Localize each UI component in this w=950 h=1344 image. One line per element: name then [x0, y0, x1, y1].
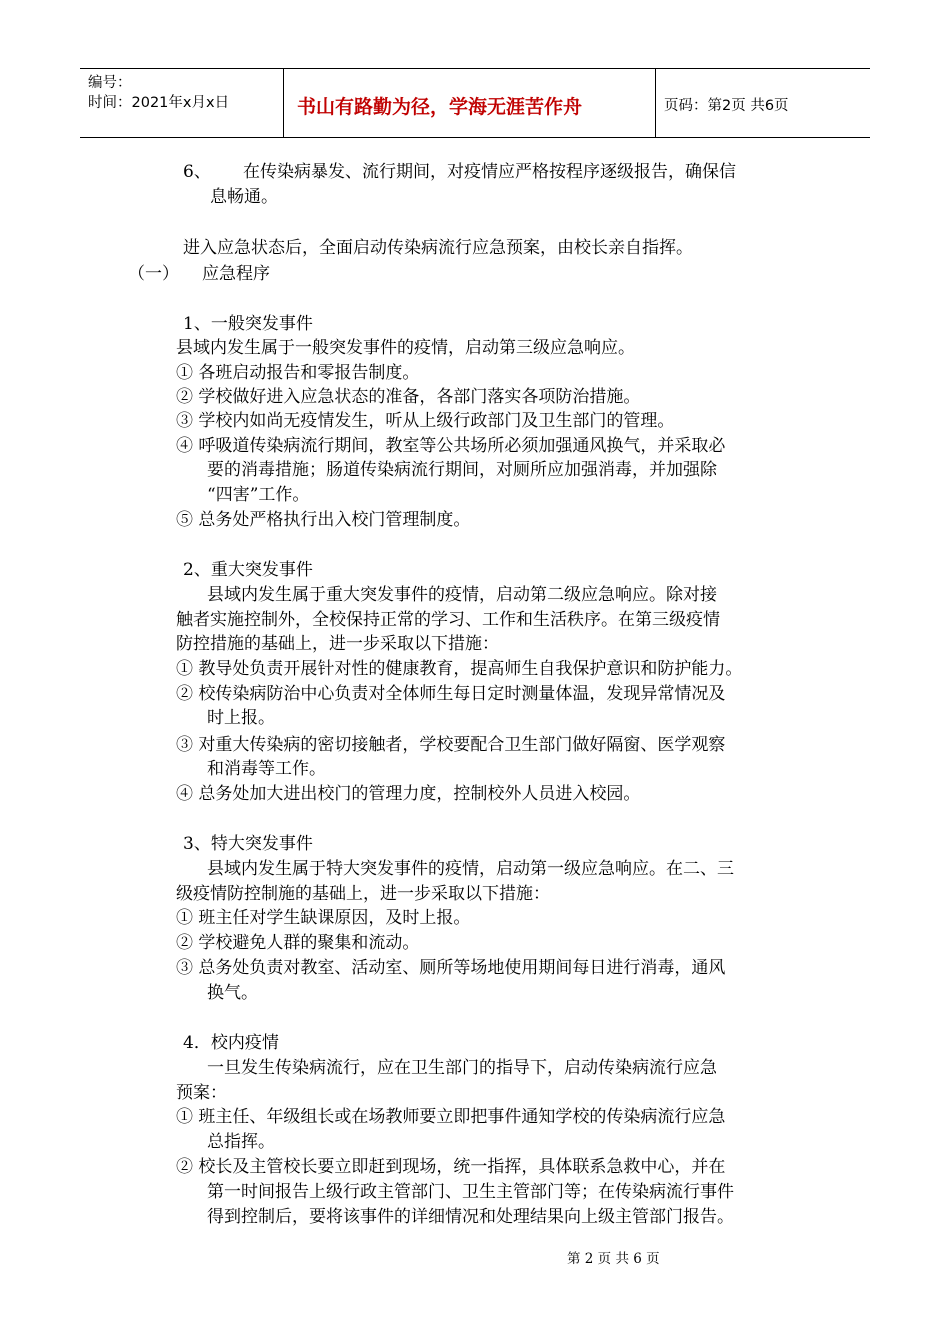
- paragraph-line: 预案：: [176, 1083, 227, 1103]
- doc-number-label: 编号：: [88, 75, 132, 91]
- item6-line: 息畅通。: [210, 187, 278, 207]
- page-code: 页码：第2页 共6页: [664, 98, 789, 114]
- list-item-continued: 总指挥。: [207, 1132, 275, 1152]
- list-item-continued: 和消毒等工作。: [207, 759, 326, 779]
- item6-line: 在传染病暴发、流行期间，对疫情应严格按程序逐级报告，确保信: [243, 162, 736, 182]
- list-item: ② 学校做好进入应急状态的准备，各部门落实各项防治措施。: [176, 387, 641, 407]
- list-item: ④ 呼吸道传染病流行期间，教室等公共场所必须加强通风换气，并采取必: [176, 436, 726, 456]
- list-item: ① 班主任对学生缺课原因，及时上报。: [176, 908, 471, 928]
- subsection-title: 1、一般突发事件: [183, 314, 313, 334]
- paragraph-line: 防控措施的基础上，进一步采取以下措施：: [176, 634, 499, 654]
- list-item: ① 教导处负责开展针对性的健康教育，提高师生自我保护意识和防护能力。: [176, 659, 743, 679]
- paragraph-line: 县域内发生属于一般突发事件的疫情，启动第三级应急响应。: [176, 338, 635, 358]
- list-item: ③ 对重大传染病的密切接触者，学校要配合卫生部门做好隔窗、医学观察: [176, 735, 726, 755]
- header-divider: [655, 69, 656, 137]
- list-item-continued: 得到控制后，要将该事件的详细情况和处理结果向上级主管部门报告。: [207, 1207, 734, 1227]
- subsection-title: 4．校内疫情: [183, 1033, 279, 1053]
- subsection-title: 3、特大突发事件: [183, 834, 313, 854]
- list-item-continued: 换气。: [207, 983, 258, 1003]
- list-item-continued: 时上报。: [207, 708, 275, 728]
- subsection-title: 2、重大突发事件: [183, 560, 313, 580]
- item-number: 6、: [183, 162, 211, 182]
- list-item: ② 学校避免人群的聚集和流动。: [176, 933, 420, 953]
- paragraph-line: 触者实施控制外，全校保持正常的学习、工作和生活秩序。在第三级疫情: [176, 610, 720, 630]
- list-item: ① 各班启动报告和零报告制度。: [176, 363, 420, 383]
- list-item: ② 校长及主管校长要立即赶到现场，统一指挥，具体联系急救中心，并在: [176, 1157, 726, 1177]
- list-item: ③ 总务处负责对教室、活动室、厕所等场地使用期间每日进行消毒，通风: [176, 958, 726, 978]
- section-number: （一）: [128, 264, 179, 284]
- paragraph-line: 县域内发生属于特大突发事件的疫情，启动第一级应急响应。在二、三: [207, 859, 734, 879]
- list-item: ④ 总务处加大进出校门的管理力度，控制校外人员进入校园。: [176, 784, 641, 804]
- list-item: ⑤ 总务处严格执行出入校门管理制度。: [176, 510, 471, 530]
- paragraph-line: 一旦发生传染病流行，应在卫生部门的指导下，启动传染病流行应急: [207, 1058, 717, 1078]
- list-item: ② 校传染病防治中心负责对全体师生每日定时测量体温，发现异常情况及: [176, 684, 726, 704]
- header-divider: [283, 69, 284, 137]
- page-footer: 第 2 页 共 6 页: [567, 1251, 660, 1267]
- paragraph-line: 县域内发生属于重大突发事件的疫情，启动第二级应急响应。除对接: [207, 585, 717, 605]
- list-item-continued: 第一时间报告上级行政主管部门、卫生主管部门等；在传染病流行事件: [207, 1182, 734, 1202]
- date-line: 时间：2021年x月x日: [88, 95, 230, 111]
- header-motto: 书山有路勤为径，学海无涯苦作舟: [297, 96, 583, 118]
- list-item-continued: 要的消毒措施；肠道传染病流行期间，对厕所应加强消毒，并加强除: [207, 460, 717, 480]
- paragraph-line: 级疫情防控制施的基础上，进一步采取以下措施：: [176, 884, 550, 904]
- list-item: ① 班主任、年级组长或在场教师要立即把事件通知学校的传染病流行应急: [176, 1107, 726, 1127]
- list-item: ③ 学校内如尚无疫情发生，听从上级行政部门及卫生部门的管理。: [176, 411, 675, 431]
- intro-paragraph: 进入应急状态后，全面启动传染病流行应急预案，由校长亲自指挥。: [183, 238, 693, 258]
- list-item-continued: “四害”工作。: [207, 485, 310, 505]
- section-title: 应急程序: [202, 264, 270, 284]
